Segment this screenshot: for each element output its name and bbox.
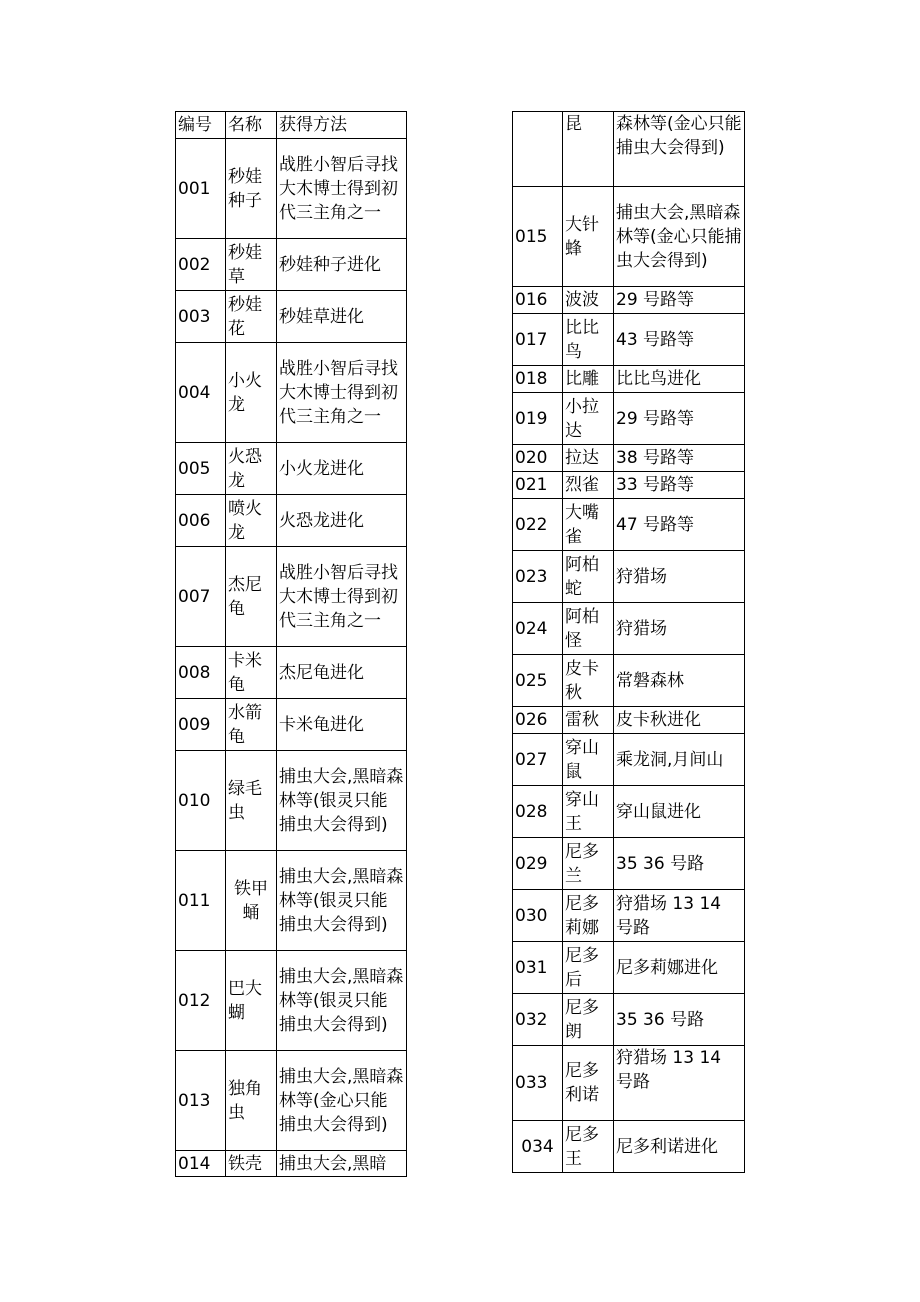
row-number: 017 (513, 314, 563, 366)
table-row (176, 647, 407, 699)
row-name: 尼多朗 (563, 994, 614, 1046)
row-number: 006 (176, 495, 226, 547)
row-method: 35 36 号路 (614, 838, 745, 890)
row-name: 穿山鼠 (563, 734, 614, 786)
row-number: 026 (513, 707, 563, 734)
row-number: 014 (176, 1151, 226, 1177)
row-method: 小火龙进化 (277, 443, 407, 495)
row-name: 阿柏蛇 (563, 551, 614, 603)
row-method: 比比鸟进化 (614, 366, 745, 393)
row-method: 乘龙洞,月间山 (614, 734, 745, 786)
row-method: 皮卡秋进化 (614, 707, 745, 734)
table-row (176, 343, 407, 443)
row-number: 011 (176, 851, 226, 951)
row-method: 穿山鼠进化 (614, 786, 745, 838)
row-method: 狩猎场 (614, 603, 745, 655)
row-name: 昆 (563, 112, 614, 187)
row-method: 29 号路等 (614, 393, 745, 445)
row-number: 030 (513, 890, 563, 942)
row-method: 杰尼龟进化 (277, 647, 407, 699)
table-row (513, 838, 745, 890)
row-number: 010 (176, 751, 226, 851)
row-name: 铁甲蛹 (226, 851, 277, 951)
row-number: 008 (176, 647, 226, 699)
row-name: 雷秋 (563, 707, 614, 734)
row-method: 35 36 号路 (614, 994, 745, 1046)
table-row (513, 445, 745, 472)
row-number: 009 (176, 699, 226, 751)
table-row (513, 994, 745, 1046)
row-method: 47 号路等 (614, 499, 745, 551)
row-method: 尼多利诺进化 (614, 1121, 745, 1173)
row-method: 战胜小智后寻找大木博士得到初代三主角之一 (277, 343, 407, 443)
row-name: 小火龙 (226, 343, 277, 443)
row-method: 战胜小智后寻找大木博士得到初代三主角之一 (277, 139, 407, 239)
row-method: 捕虫大会,黑暗森林等(银灵只能捕虫大会得到) (277, 851, 407, 951)
row-method: 29 号路等 (614, 287, 745, 314)
row-name: 尼多后 (563, 942, 614, 994)
row-name: 阿柏怪 (563, 603, 614, 655)
table-row (513, 187, 745, 287)
row-method: 卡米龟进化 (277, 699, 407, 751)
row-name: 大嘴雀 (563, 499, 614, 551)
row-name: 尼多兰 (563, 838, 614, 890)
table-row (513, 786, 745, 838)
table-row (176, 139, 407, 239)
table-row (176, 851, 407, 951)
table-row (176, 1151, 407, 1177)
table-row (513, 942, 745, 994)
table-row (513, 472, 745, 499)
table-row (176, 699, 407, 751)
row-method: 捕虫大会,黑暗 (277, 1151, 407, 1177)
row-number: 021 (513, 472, 563, 499)
row-method: 森林等(金心只能捕虫大会得到) (614, 112, 745, 187)
table-row (513, 314, 745, 366)
row-number: 023 (513, 551, 563, 603)
row-name: 秒娃草 (226, 239, 277, 291)
row-name: 尼多莉娜 (563, 890, 614, 942)
row-number: 022 (513, 499, 563, 551)
table-row (176, 239, 407, 291)
row-method: 捕虫大会,黑暗森林等(金心只能捕虫大会得到) (277, 1051, 407, 1151)
row-number: 015 (513, 187, 563, 287)
table-row (176, 751, 407, 851)
table-row (176, 443, 407, 495)
row-name: 比雕 (563, 366, 614, 393)
table-row (513, 890, 745, 942)
row-method: 38 号路等 (614, 445, 745, 472)
table-row (176, 951, 407, 1051)
row-name: 穿山王 (563, 786, 614, 838)
table-row (513, 393, 745, 445)
row-name: 秒娃种子 (226, 139, 277, 239)
row-name: 波波 (563, 287, 614, 314)
header-row (176, 112, 407, 139)
row-name: 秒娃花 (226, 291, 277, 343)
row-method: 33 号路等 (614, 472, 745, 499)
row-name: 铁壳 (226, 1151, 277, 1177)
row-number: 005 (176, 443, 226, 495)
table-row (513, 603, 745, 655)
row-number: 033 (513, 1046, 563, 1121)
row-name: 水箭龟 (226, 699, 277, 751)
row-method: 秒娃种子进化 (277, 239, 407, 291)
row-number: 013 (176, 1051, 226, 1151)
table-row (513, 366, 745, 393)
row-name: 绿毛虫 (226, 751, 277, 851)
row-method: 秒娃草进化 (277, 291, 407, 343)
table-row (513, 112, 745, 187)
row-number (513, 112, 563, 187)
header-number: 编号 (176, 112, 226, 139)
row-number: 031 (513, 942, 563, 994)
row-number: 024 (513, 603, 563, 655)
row-number: 028 (513, 786, 563, 838)
row-name: 尼多王 (563, 1121, 614, 1173)
row-name: 拉达 (563, 445, 614, 472)
pokemon-table-right (512, 111, 745, 1173)
row-method: 狩猎场 13 14 号路 (614, 890, 745, 942)
row-number: 019 (513, 393, 563, 445)
row-name: 喷火龙 (226, 495, 277, 547)
row-name: 尼多利诺 (563, 1046, 614, 1121)
row-number: 004 (176, 343, 226, 443)
row-number: 007 (176, 547, 226, 647)
row-method: 狩猎场 13 14 号路 (614, 1046, 745, 1121)
row-number: 002 (176, 239, 226, 291)
row-number: 025 (513, 655, 563, 707)
row-number: 012 (176, 951, 226, 1051)
table-row (513, 499, 745, 551)
row-number: 027 (513, 734, 563, 786)
row-method: 火恐龙进化 (277, 495, 407, 547)
row-method: 捕虫大会,黑暗森林等(银灵只能捕虫大会得到) (277, 751, 407, 851)
table-row (176, 291, 407, 343)
row-number: 034 (513, 1121, 563, 1173)
row-number: 003 (176, 291, 226, 343)
table-row (176, 1051, 407, 1151)
pokemon-table-left (175, 111, 407, 1177)
table-row (513, 1121, 745, 1173)
table-row (513, 551, 745, 603)
row-number: 018 (513, 366, 563, 393)
row-name: 小拉达 (563, 393, 614, 445)
row-name: 巴大蝴 (226, 951, 277, 1051)
table-row (513, 734, 745, 786)
row-number: 020 (513, 445, 563, 472)
header-method: 获得方法 (277, 112, 407, 139)
table-row (176, 547, 407, 647)
row-method: 战胜小智后寻找大木博士得到初代三主角之一 (277, 547, 407, 647)
table-row (176, 495, 407, 547)
row-name: 独角虫 (226, 1051, 277, 1151)
row-name: 大针蜂 (563, 187, 614, 287)
row-method: 43 号路等 (614, 314, 745, 366)
table-row (513, 287, 745, 314)
row-number: 001 (176, 139, 226, 239)
row-name: 烈雀 (563, 472, 614, 499)
row-name: 卡米龟 (226, 647, 277, 699)
row-method: 捕虫大会,黑暗森林等(银灵只能捕虫大会得到) (277, 951, 407, 1051)
table-row (513, 655, 745, 707)
row-name: 火恐龙 (226, 443, 277, 495)
row-name: 皮卡秋 (563, 655, 614, 707)
row-number: 032 (513, 994, 563, 1046)
table-row (513, 707, 745, 734)
row-number: 029 (513, 838, 563, 890)
row-method: 捕虫大会,黑暗森林等(金心只能捕虫大会得到) (614, 187, 745, 287)
row-name: 杰尼龟 (226, 547, 277, 647)
table-row (513, 1046, 745, 1121)
row-method: 狩猎场 (614, 551, 745, 603)
header-name: 名称 (226, 112, 277, 139)
row-name: 比比鸟 (563, 314, 614, 366)
row-method: 常磐森林 (614, 655, 745, 707)
row-method: 尼多莉娜进化 (614, 942, 745, 994)
row-number: 016 (513, 287, 563, 314)
